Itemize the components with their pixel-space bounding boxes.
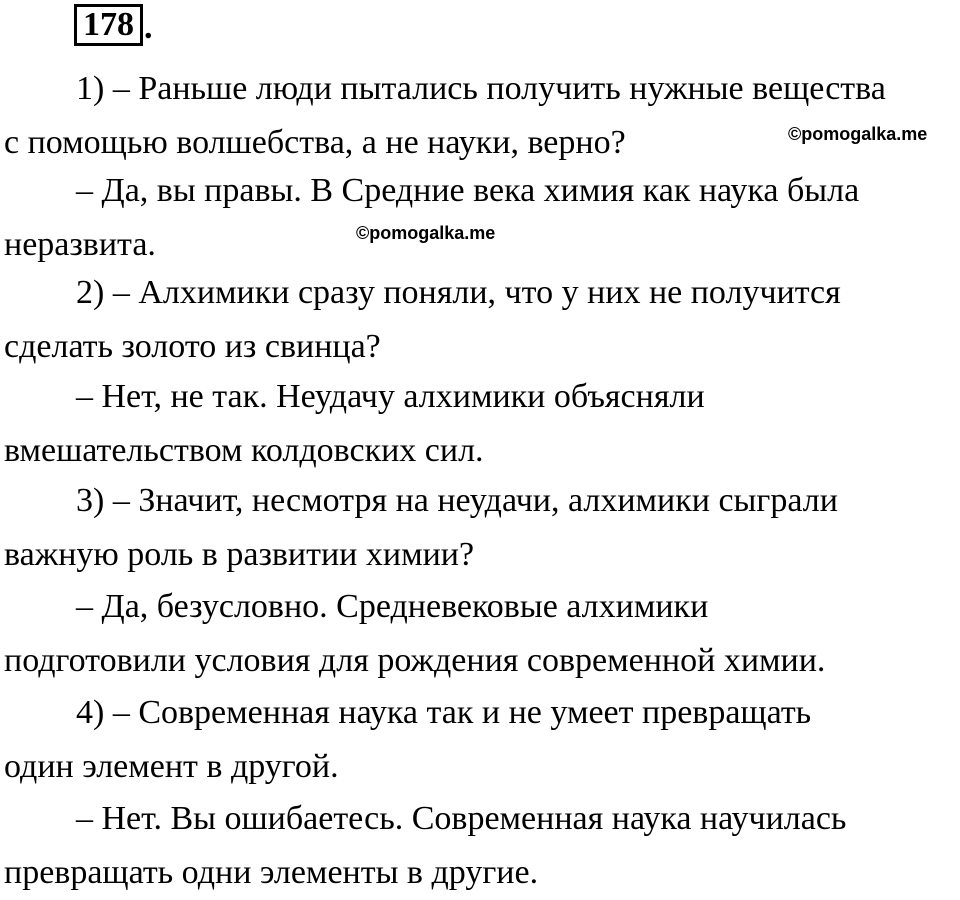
paragraph-7-line-2: один элемент в другой.	[4, 748, 339, 785]
paragraph-8-line-2: превращать одни элементы в другие.	[4, 854, 539, 891]
paragraph-5-line-2: важную роль в развитии химии?	[4, 536, 475, 573]
paragraph-4-line-1: – Нет, не так. Неудачу алхимики объясняли	[76, 378, 705, 415]
watermark-text: ©pomogalka.me	[788, 124, 928, 144]
paragraph-4-line-2: вмешательством колдовских сил.	[4, 432, 484, 469]
watermark-text: ©pomogalka.me	[356, 223, 496, 243]
paragraph-7	[4, 686, 954, 794]
paragraph-8	[4, 792, 954, 900]
paragraph-3-line-1: 2) – Алхимики сразу поняли, что у них не получится	[76, 274, 841, 311]
paragraph-3-line-2: сделать золото из свинца?	[4, 328, 381, 365]
paragraph-3	[4, 266, 954, 374]
paragraph-7-line-1: 4) – Современная наука так и не умеет превращать	[76, 694, 812, 731]
paragraph-2-line-2: неразвита.	[4, 226, 156, 263]
paragraph-1	[4, 62, 954, 170]
paragraph-5-line-1: 3) – Значит, несмотря на неудачи, алхимики сыграли	[76, 482, 838, 519]
paragraph-5	[4, 474, 954, 582]
paragraph-1-line-2: с помощью волшебства, а не науки, верно?	[4, 124, 626, 161]
task-number-box: 178	[74, 4, 143, 46]
paragraph-4	[4, 370, 954, 478]
paragraph-6	[4, 580, 954, 688]
paragraph-6-line-1: – Да, безусловно. Средневековые алхимики	[76, 588, 709, 625]
task-header	[74, 4, 153, 46]
paragraph-1-line-1: 1) – Раньше люди пытались получить нужные вещества	[76, 70, 886, 107]
paragraph-2	[4, 164, 954, 272]
paragraph-6-line-2: подготовили условия для рождения современной химии.	[4, 642, 826, 679]
paragraph-8-line-1: – Нет. Вы ошибаетесь. Современная наука научилась	[76, 800, 847, 837]
paragraph-2-line-1: – Да, вы правы. В Средние века химия как наука была	[76, 172, 860, 209]
task-number-dot: .	[144, 9, 153, 46]
